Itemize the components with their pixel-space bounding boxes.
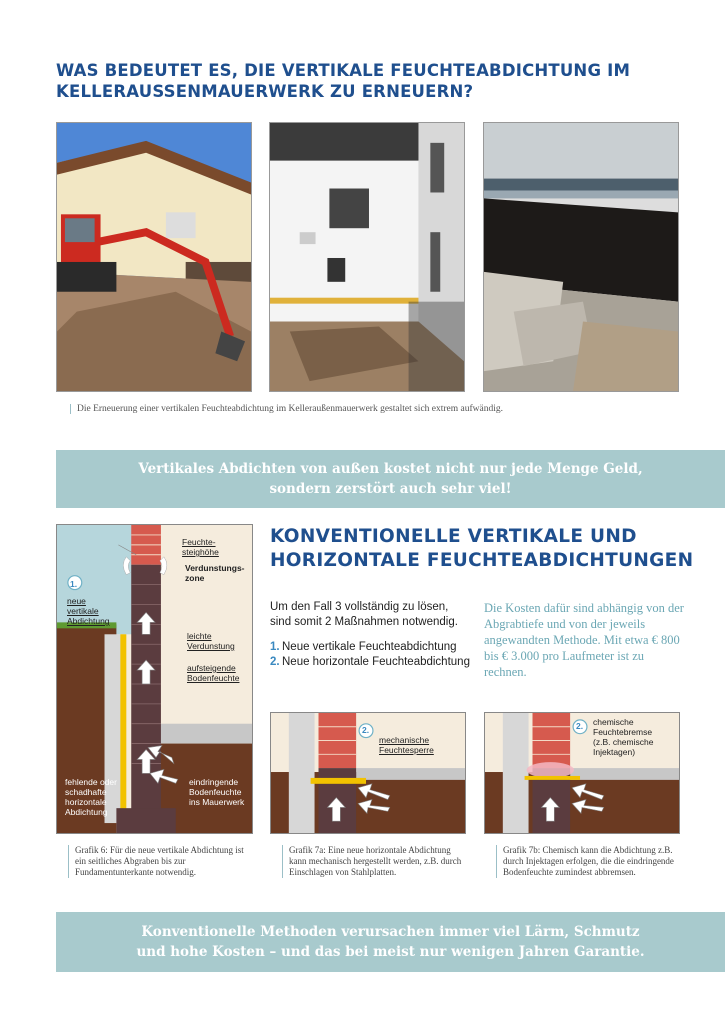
banner-bottom [56,912,725,972]
intro-text: Um den Fall 3 vollständig zu lösen, sind somit 2 Maßnahmen notwendig. [270,601,458,628]
photo-excavator [56,122,252,392]
photo-caption: Die Erneuerung einer vertikalen Feuchteabdichtung im Kelleraußenmauerwerk gestaltet sich extrem aufwändig. [70,404,503,414]
badge-1: 1. [70,579,78,589]
graphic-7b-caption: Grafik 7b: Chemisch kann die Abdichtung z.B. durch Injektagen erfolgen, die die eindringende Bodenfeuchte zumindest abbremsen. [496,845,682,878]
label-verdunstungszone: Verdunstungs- zone [185,563,245,583]
label-neue-vertikale-abdichtung: neue vertikale Abdichtung [67,596,110,626]
banner-bottom-line2: und hohe Kosten – und das bei meist nur wenigen Jahren Garantie. [136,944,645,960]
badge-2: 2. [576,721,584,731]
graphic-7a-diagram [270,712,466,834]
graphic-6-diagram [56,524,253,834]
banner-top-line1: Vertikales Abdichten von außen kostet nicht nur jede Menge Geld, [138,461,643,477]
list-item: 1. Neue vertikale Feuchteabdichtung [270,641,457,653]
section-title: KONVENTIONELLE VERTIKALE UND HORIZONTALE FEUCHTEABDICHTUNGEN [270,526,694,571]
label-fehlende-abdichtung: fehlende oder schadhafte horizontale Abdichtung [65,777,117,817]
label-leichte-verdunstung: leichte Verdunstung [187,631,235,651]
graphic-7b-diagram [484,712,680,834]
banner-top-line2: sondern zerstört auch sehr viel! [269,481,512,497]
page-title: WAS BEDEUTET ES, DIE VERTIKALE FEUCHTEABDICHTUNG IM KELLERAUSSENMAUERWERK ZU ERNEUERN? [56,61,631,101]
banner-bottom-line1: Konventionelle Methoden verursachen immer viel Lärm, Schmutz [141,924,640,940]
list-item: 2. Neue horizontale Feuchteabdichtung [270,656,470,668]
measures-list [270,640,480,670]
photo-house-trench [269,122,465,392]
label-feuchtesteighoehe: Feuchte- steighöhe [182,537,219,557]
photo-foundation [483,122,679,392]
label-eindringende-bodenfeuchte: eindringende Bodenfeuchte ins Mauerwerk [189,777,245,807]
label-chemische-feuchtebremse: chemische Feuchtebremse (z.B. chemische Injektagen) [593,717,654,757]
cost-text: Die Kosten dafür sind abhängig von der Abgrabtiefe und von der jeweils angewandten Methode. Mit etwa € 800 bis € 3.000 pro Laufmeter ist zu rechnen. [484,601,684,679]
label-aufsteigende-bodenfeuchte: aufsteigende Bodenfeuchte [187,663,240,683]
label-mechanische-feuchtesperre: mechanische Feuchtesperre [379,735,434,755]
badge-2: 2. [362,725,370,735]
banner-top [56,450,725,508]
graphic-7a-caption: Grafik 7a: Eine neue horizontale Abdichtung kann mechanisch hergestellt werden, z.B. durch Einschlagen von Stahlplatten. [282,845,468,878]
graphic-6-caption: Grafik 6: Für die neue vertikale Abdichtung ist ein seitliches Abgraben bis zur Fundamentunterkante notwendig. [68,845,256,878]
